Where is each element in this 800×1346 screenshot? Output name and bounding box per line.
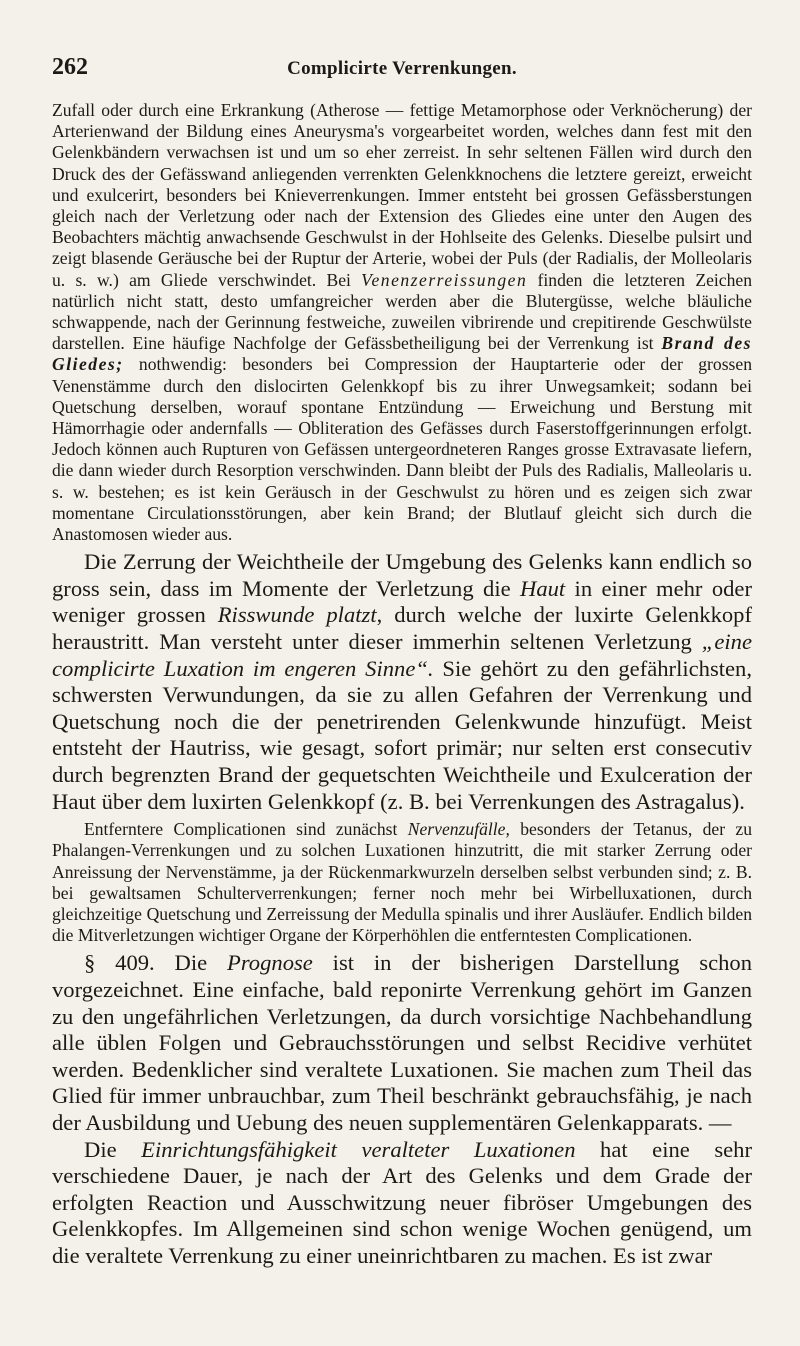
running-title: Complicirte Verrenkungen. (287, 58, 517, 79)
emphasis-complicirte-luxation: „eine complicirte Luxation im engeren Sinne“. (52, 629, 752, 681)
section-number: § 409. Die (84, 950, 228, 976)
page-header (52, 54, 752, 88)
emphasis-risswunde: Risswunde platzt (217, 602, 377, 628)
paragraph-large-3: Die Einrichtungsfähigkeit veralteter Luxationen hat eine sehr verschiedene Dauer, je nach der Art des Gelenks und dem Grade der erfolgten Reaction und Ausschwitzung neuer fibröser Umgebungen des Gelenkkopfes. Im Allgemeinen sind schon wenige Wochen genügend, um die veraltete Verrenkung zu einer uneinrichtbaren zu machen. Es ist zwar (52, 1136, 752, 1268)
page-number: 262 (52, 54, 88, 80)
emphasis-haut: Haut (520, 575, 566, 601)
paragraph-small-1: Zufall oder durch eine Erkrankung (Atherose — fettige Metamorphose oder Verknöcherung) der Arterienwand der Bildung eines Aneurysma's vorgearbeitet worden, welches dann fest mit den Gelenkbändern verwachsen ist und um so eher zerreist. In sehr seltenen Fällen wird durch den Druck des der Gefässwand anliegenden verrenkten Gelenkknochens die letztere gereizt, erweicht und exulcerirt, besonders bei Knieverrenkungen. Immer entsteht bei grossen Gefässberstungen gleich nach der Verletzung oder nach der Extension des Gliedes eine unter den Augen des Beobachters mächtig anwachsende Geschwulst in der Hohlseite des Gelenks. Dieselbe pulsirt und zeigt blasende Geräusche bei der Ruptur der Arterie, wobei der Puls (der Radialis, der Molleolaris u. s. w.) am Gliede verschwindet. Bei Venenzerreissungen finden die letzteren Zeichen natürlich nicht statt, desto umfangreicher werden aber die Blutergüsse, welche bläuliche schwappende, nach der Gerinnung festweiche, zuweilen vibrirende und crepitirende Geschwülste darstellen. Eine häufige Nachfolge der Gefässbetheiligung bei der Verrenkung ist Brand des Gliedes; nothwendig: besonders bei Compression der Hauptarterie oder der grossen Venenstämme durch den dislocirten Gelenkkopf bis zu ihrer Unwegsamkeit; sodann bei Quetschung derselben, worauf spontane Entzündung — Erweichung und Berstung mit Hämorrhagie oder andernfalls — Obliteration des Gefässes durch Faserstoffgerinnungen erfolgt. Jedoch können auch Rupturen von Gefässen untergeordneteren Ranges grosse Extravasate liefern, die dann wieder durch Resorption verschwinden. Dann bleibt der Puls des Radialis, Malleolaris u. s. w. bestehen; es ist kein Geräusch in der Geschwulst zu hören und es zeigen sich zwar momentane Circulationsstörungen, aber kein Brand; der Blutlauf gleicht sich durch die Anastomosen wieder aus. (52, 100, 753, 545)
emphasis-brand-des-gliedes: Brand des Gliedes; (52, 333, 753, 375)
emphasis-venenzerreissungen: Venenzerreissungen (361, 269, 528, 290)
emphasis-einrichtungsfaehigkeit: Einrichtungsfähigkeit veralteter Luxationen (141, 1136, 576, 1162)
section-409-paragraph: § 409. Die Prognose ist in der bisherigen Darstellung schon vorgezeichnet. Eine einfache, bald reponirte Verrenkung gehört im Ganzen zu den ungefährlichen Verletzungen, da durch vorsichtige Nachbehandlung alle üblen Folgen und Gebrauchsstörungen und selbst Recidive verhütet werden. Bedenklicher sind veraltete Luxationen. Sie machen zum Theil das Glied für immer unbrauchbar, zum Theil beschränkt gebrauchsfähig, je nach der Ausbildung und Uebung des neuen supplementären Gelenkapparats. — (52, 950, 752, 1135)
paragraph-small-2: Entferntere Complicationen sind zunächst Nervenzufälle, besonders der Tetanus, der zu Phalangen-Verrenkungen und zu solchen Luxationen hinzutritt, die mit starker Zerrung oder Anreissung der Nervenstämme, ja der Rückenmarkwurzeln derselben selbst verbunden sind; z. B. bei gewaltsamen Schulterverrenkungen; ferner noch mehr bei Wirbelluxationen, durch gleichzeitige Quetschung und Zerreissung der Medulla spinalis und ihrer Ausläufer. Endlich bilden die Mitverletzungen wichtiger Organe der Körperhöhlen die entferntesten Complicationen. (52, 819, 753, 946)
page-body (52, 100, 752, 1270)
emphasis-prognose: Prognose (227, 950, 313, 976)
paragraph-large-1: Die Zerrung der Weichtheile der Umgebung des Gelenks kann endlich so gross sein, dass im Momente der Verletzung die Haut in einer mehr oder weniger grossen Risswunde platzt, durch welche der luxirte Gelenkkopf heraustritt. Man versteht unter dieser immerhin seltenen Verletzung „eine complicirte Luxation im engeren Sinne“. Sie gehört zu den gefährlichsten, schwersten Verwundungen, da sie zu allen Gefahren der Verrenkung und Quetschung noch die der penetrirenden Gelenkwunde hinzufügt. Meist entsteht der Hautriss, wie gesagt, sofort primär; nur selten erst consecutiv durch begrenzten Brand der gequetschten Weichtheile und Exulceration der Haut über dem luxirten Gelenkkopf (z. B. bei Verrenkungen des Astragalus). (52, 549, 752, 814)
emphasis-nervenzufaelle: Nervenzufälle, (407, 819, 510, 840)
